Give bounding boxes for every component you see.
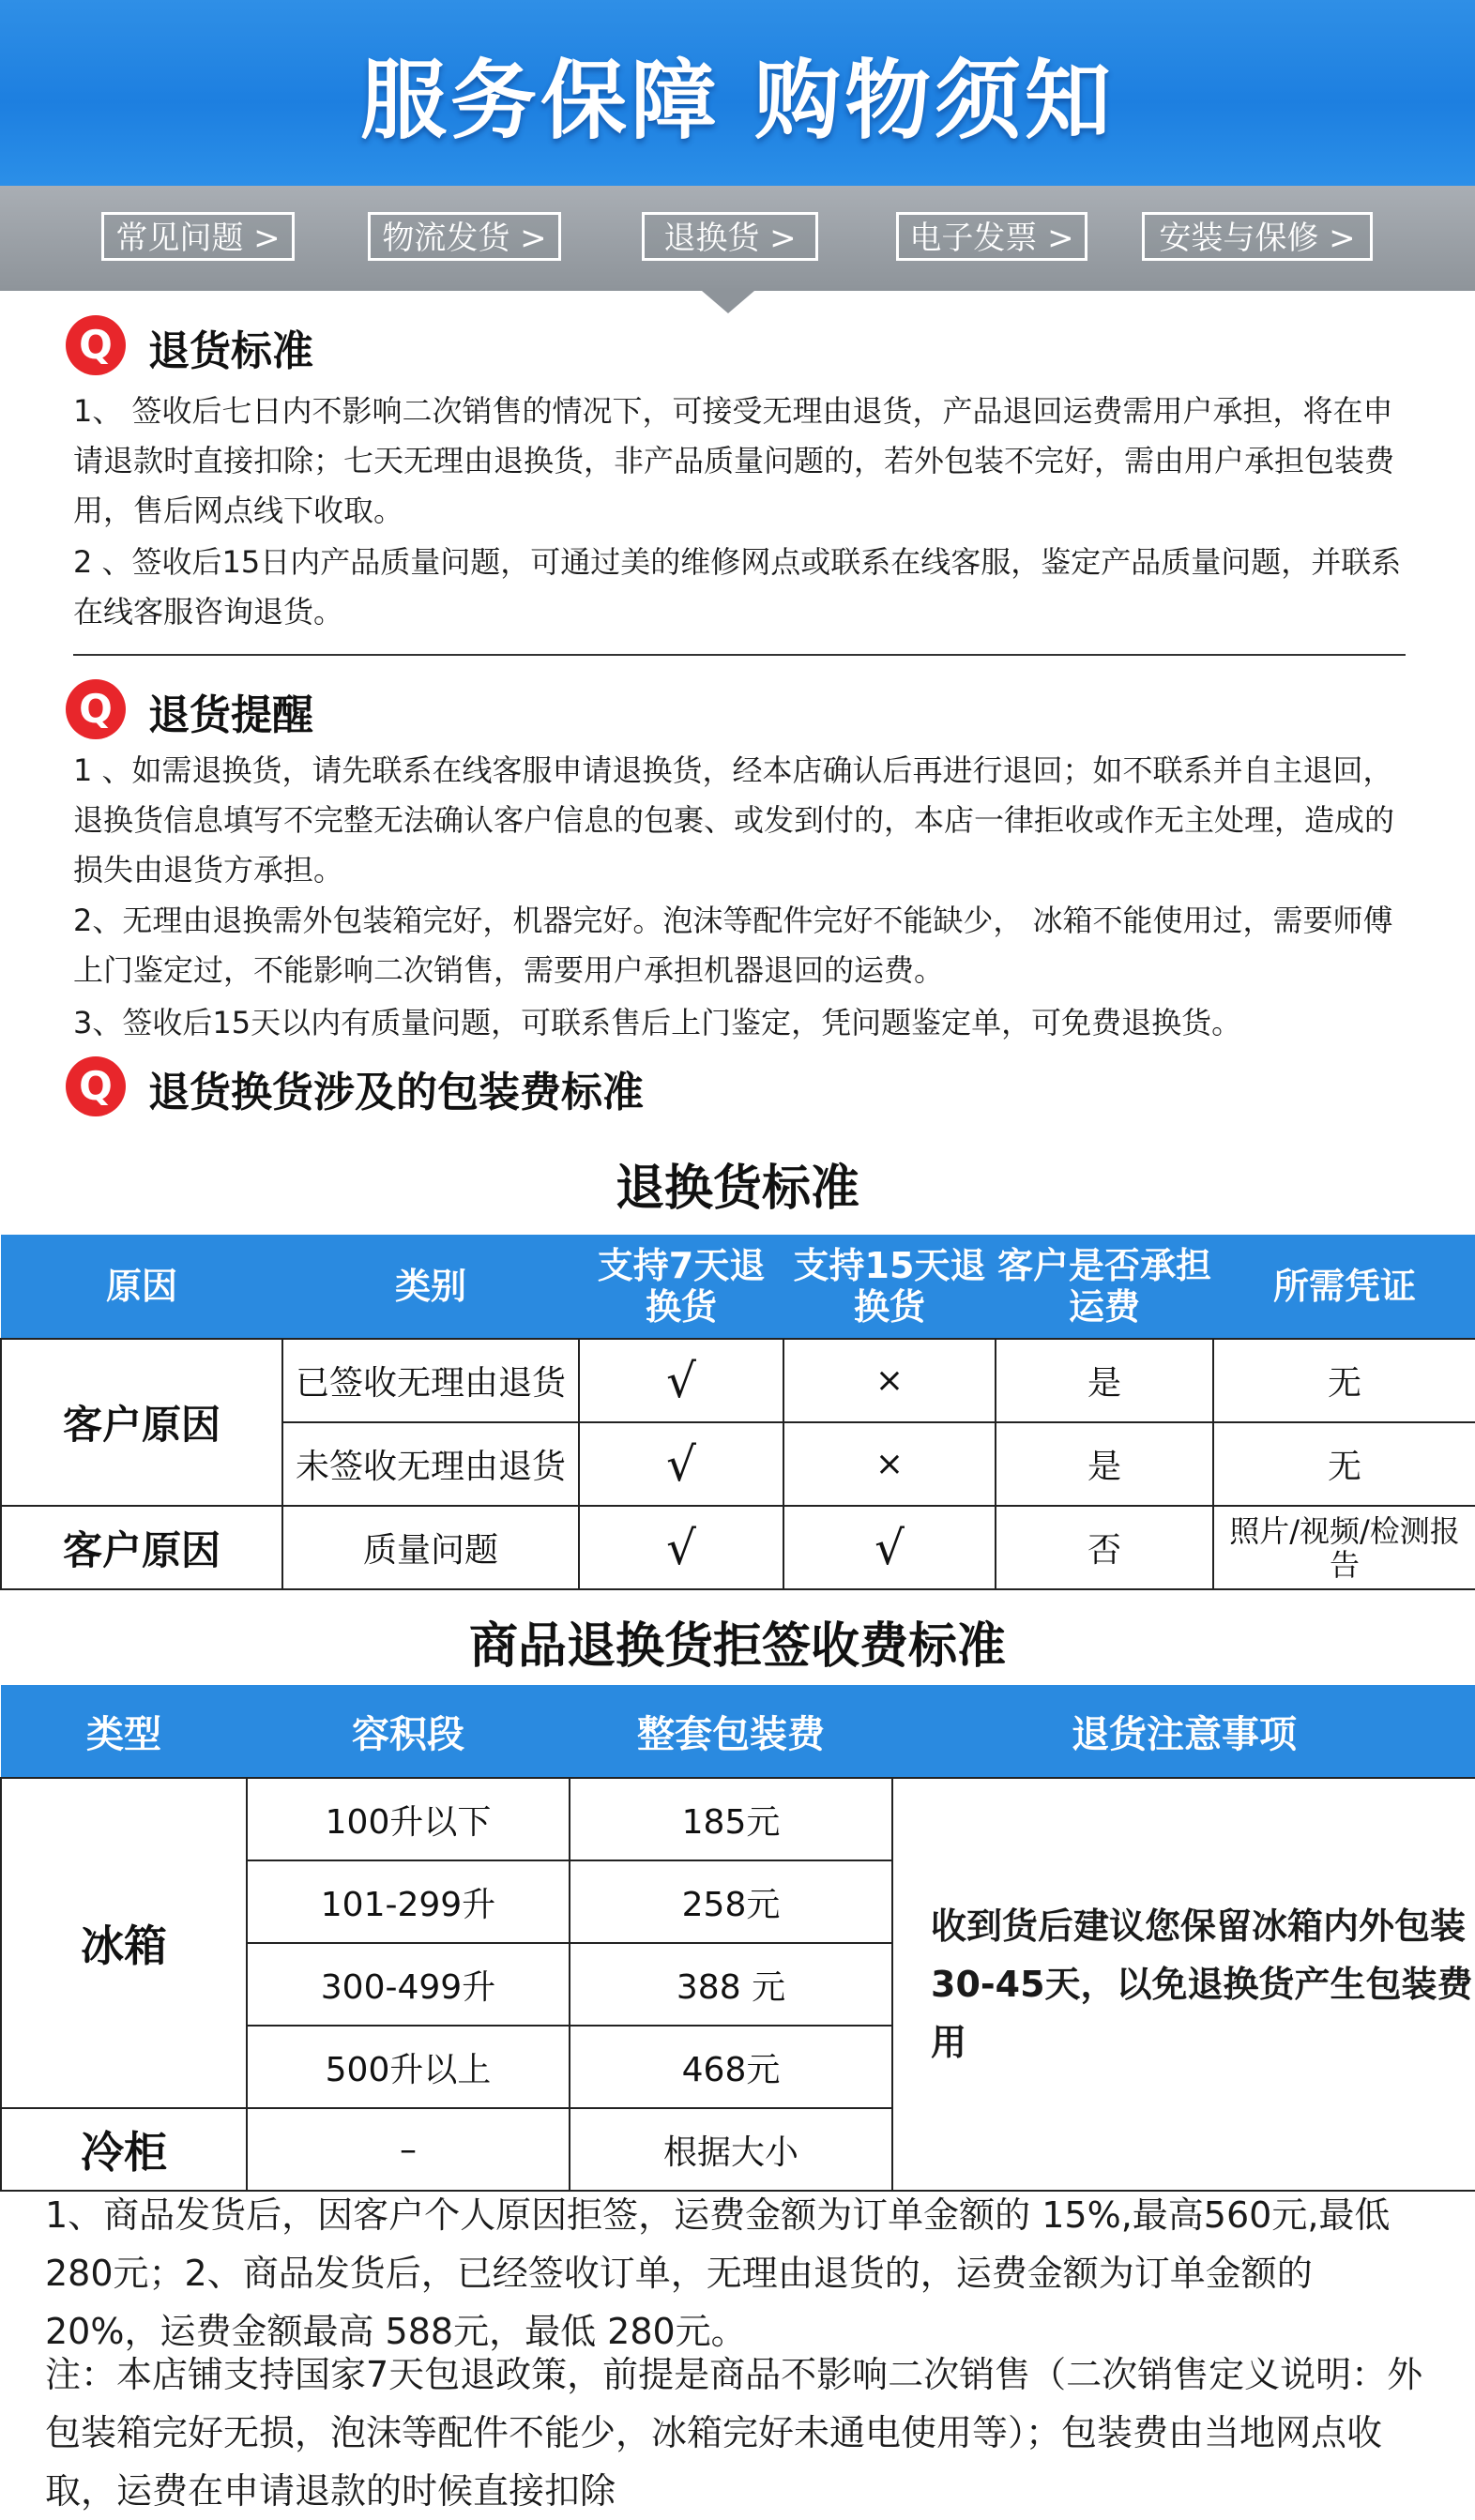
table-header-row xyxy=(1,1235,1475,1339)
nav-invoice[interactable]: 电子发票 > xyxy=(896,212,1087,261)
fee-cell: 185元 xyxy=(570,1778,892,1860)
reason-cell: 客户原因 xyxy=(1,1506,282,1589)
page-title: 服务保障 购物须知 xyxy=(359,51,1116,151)
range-cell: – xyxy=(247,2108,570,2191)
fee-cell: 258元 xyxy=(570,1860,892,1943)
col-header: 支持15天退换货 xyxy=(783,1235,996,1339)
cross-icon: × xyxy=(783,1422,996,1506)
fee-cell: 根据大小 xyxy=(570,2108,892,2191)
reason-cell: 客户原因 xyxy=(1,1339,282,1506)
table-row xyxy=(1,1778,1475,1860)
table-header-row xyxy=(1,1685,1475,1778)
fee-cell: 388 元 xyxy=(570,1943,892,2026)
return-note-cell: 收到货后建议您保留冰箱内外包装30-45天，以免退换货产生包装费用 xyxy=(892,1778,1475,2191)
type-cell-freezer: 冷柜 xyxy=(1,2108,247,2191)
nav-active-pointer xyxy=(702,291,754,313)
range-cell: 100升以下 xyxy=(247,1778,570,1860)
freight-cell: 是 xyxy=(996,1339,1213,1422)
return-standard-table xyxy=(0,1235,1475,1590)
return-reminder-p3: 3、签收后15天以内有质量问题，可联系售后上门鉴定，凭问题鉴定单，可免费退换货。 xyxy=(73,1005,1242,1040)
check-icon: √ xyxy=(579,1506,783,1589)
col-header: 退货注意事项 xyxy=(892,1685,1475,1778)
nav-faq[interactable]: 常见问题 > xyxy=(101,212,295,261)
type-cell-fridge: 冰箱 xyxy=(1,1778,247,2108)
return-standard-p1: 1、 签收后七日内不影响二次销售的情况下，可接受无理由退货，产品退回运费需用户承担，将在申请退款时直接扣除；七天无理由退换货，非产品质量问题的，若外包装不完好，需由用户承担包装费用，售后网点线下收取。 xyxy=(73,393,1395,528)
nav-bar xyxy=(0,186,1475,291)
col-header: 所需凭证 xyxy=(1213,1235,1475,1339)
proof-cell: 无 xyxy=(1213,1422,1475,1506)
col-header: 类型 xyxy=(1,1685,247,1778)
col-header: 容积段 xyxy=(247,1685,570,1778)
question-icon: Q xyxy=(66,679,126,739)
category-cell: 质量问题 xyxy=(282,1506,579,1589)
check-icon: √ xyxy=(579,1422,783,1506)
section-title-return-reminder: 退货提醒 xyxy=(148,691,313,739)
return-table-title: 退换货标准 xyxy=(615,1161,859,1217)
freight-cell: 是 xyxy=(996,1422,1213,1506)
check-icon: √ xyxy=(783,1506,996,1589)
range-cell: 101-299升 xyxy=(247,1860,570,1943)
col-header: 原因 xyxy=(1,1235,282,1339)
col-header: 整套包装费 xyxy=(570,1685,892,1778)
freight-rules-text: 1、商品发货后，因客户个人原因拒签，运费金额为订单金额的 15%,最高560元,最低280元；2、商品发货后，已经签收订单，无理由退货的，运费金额为订单金额的 20%，运费金额最高 588元，最低 280元。 xyxy=(45,2194,1391,2352)
fee-table xyxy=(0,1685,1475,2192)
table-row xyxy=(1,1506,1475,1589)
category-cell: 未签收无理由退货 xyxy=(282,1422,579,1506)
col-header: 类别 xyxy=(282,1235,579,1339)
table-row xyxy=(1,1339,1475,1422)
nav-returns[interactable]: 退换货 > xyxy=(642,212,818,261)
section-divider xyxy=(73,654,1406,656)
nav-warranty[interactable]: 安装与保修 > xyxy=(1142,212,1373,261)
return-standard-p2: 2 、签收后15日内产品质量问题，可通过美的维修网点或联系在线客服，鉴定产品质量问题，并联系在线客服咨询退货。 xyxy=(73,544,1402,630)
freight-cell: 否 xyxy=(996,1506,1213,1589)
question-icon: Q xyxy=(66,1056,126,1116)
section-title-return-standard: 退货标准 xyxy=(148,327,313,375)
check-icon: √ xyxy=(579,1339,783,1422)
policy-note-text: 注：本店铺支持国家7天包退政策，前提是商品不影响二次销售（二次销售定义说明：外包装箱完好无损，泡沫等配件不能少，冰箱完好未通电使用等）；包装费由当地网点收取，运费在申请退款的时候直接扣除 xyxy=(45,2354,1423,2512)
proof-cell: 无 xyxy=(1213,1339,1475,1422)
range-cell: 500升以上 xyxy=(247,2026,570,2108)
fee-table-title: 商品退换货拒签收费标准 xyxy=(468,1618,1006,1675)
proof-cell: 照片/视频/检测报告 xyxy=(1213,1506,1475,1589)
col-header: 支持7天退换货 xyxy=(579,1235,783,1339)
col-header: 客户是否承担运费 xyxy=(996,1235,1213,1339)
fee-cell: 468元 xyxy=(570,2026,892,2108)
return-reminder-p1: 1 、如需退换货，请先联系在线客服申请退换货，经本店确认后再进行退回；如不联系并自主退回，退换货信息填写不完整无法确认客户信息的包裹、或发到付的，本店一律拒收或作无主处理，造成的损失由退货方承担。 xyxy=(73,752,1395,888)
cross-icon: × xyxy=(783,1339,996,1422)
hero-banner xyxy=(0,0,1475,186)
section-title-packaging-fee: 退货换货涉及的包装费标准 xyxy=(148,1069,644,1116)
category-cell: 已签收无理由退货 xyxy=(282,1339,579,1422)
range-cell: 300-499升 xyxy=(247,1943,570,2026)
question-icon: Q xyxy=(66,315,126,375)
nav-shipping[interactable]: 物流发货 > xyxy=(368,212,561,261)
return-reminder-p2: 2、无理由退换需外包装箱完好，机器完好。泡沫等配件完好不能缺少， 冰箱不能使用过，需要师傅上门鉴定过，不能影响二次销售，需要用户承担机器退回的运费。 xyxy=(73,903,1393,988)
